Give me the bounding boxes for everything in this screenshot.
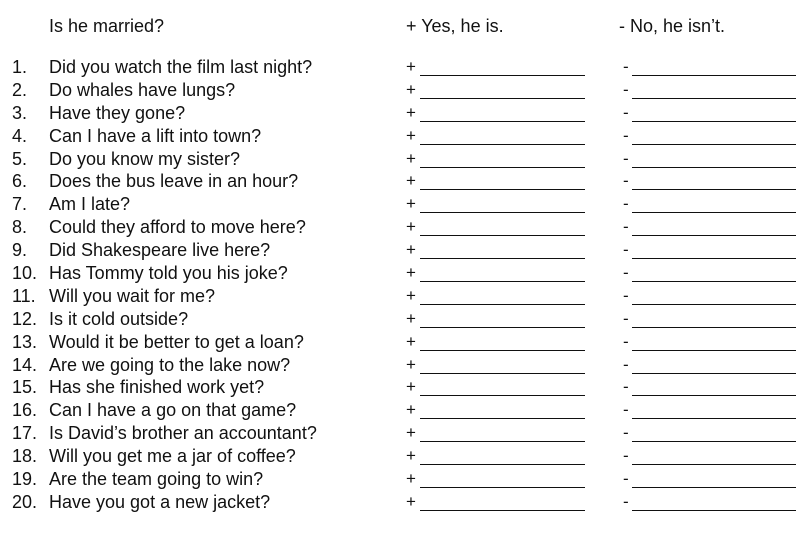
question-row [0, 354, 811, 377]
question-number: 5. [12, 148, 28, 169]
example-yes-answer: + Yes, he is. [406, 16, 504, 36]
positive-answer-mark: + [406, 57, 416, 76]
positive-answer-mark: + [406, 331, 416, 351]
question-row [0, 331, 811, 354]
positive-answer-mark: + [406, 194, 416, 214]
question-row [0, 125, 811, 148]
question-text: Do whales have lungs? [49, 79, 236, 100]
question-text: Do you know my sister? [49, 148, 241, 169]
positive-answer-blank[interactable] [420, 258, 585, 259]
positive-answer-mark: + [406, 79, 416, 99]
question-text: Is David’s brother an accountant? [49, 423, 317, 444]
negative-answer-blank[interactable] [632, 487, 796, 488]
negative-answer-mark: - [623, 148, 629, 168]
positive-answer-blank[interactable] [420, 98, 585, 99]
positive-answer-blank[interactable] [420, 441, 585, 442]
negative-answer-mark: - [623, 240, 629, 260]
negative-answer-blank[interactable] [632, 464, 796, 465]
question-row [0, 79, 811, 102]
question-row [0, 170, 811, 193]
question-number: 15. [12, 377, 38, 398]
question-row [0, 216, 811, 239]
negative-answer-blank[interactable] [632, 418, 796, 419]
question-row [0, 376, 811, 399]
question-number: 16. [12, 400, 38, 421]
negative-answer-mark: - [623, 285, 629, 305]
positive-answer-mark: + [406, 125, 416, 145]
negative-answer-mark: - [623, 354, 629, 374]
question-number: 14. [12, 354, 38, 375]
positive-answer-blank[interactable] [420, 464, 585, 465]
question-text: Am I late? [49, 194, 131, 215]
positive-answer-blank[interactable] [420, 212, 585, 213]
question-row [0, 468, 811, 491]
positive-answer-mark: + [406, 354, 416, 374]
question-number: 7. [12, 194, 28, 215]
positive-answer-mark: + [406, 102, 416, 122]
question-text: Can I have a go on that game? [49, 400, 297, 421]
negative-answer-mark: - [623, 102, 629, 122]
negative-answer-mark: - [623, 469, 629, 489]
positive-answer-blank[interactable] [420, 281, 585, 282]
negative-answer-blank[interactable] [632, 235, 796, 236]
positive-answer-blank[interactable] [420, 121, 585, 122]
question-text: Are we going to the lake now? [49, 354, 291, 375]
example-header [0, 12, 811, 40]
question-number: 17. [12, 423, 38, 444]
negative-answer-blank[interactable] [632, 441, 796, 442]
negative-answer-blank[interactable] [632, 373, 796, 374]
positive-answer-mark: + [406, 285, 416, 305]
negative-answer-blank[interactable] [632, 304, 796, 305]
question-number: 20. [12, 491, 38, 512]
question-row [0, 308, 811, 331]
negative-answer-mark: - [623, 400, 629, 420]
question-text: Have they gone? [49, 102, 186, 123]
negative-answer-blank[interactable] [632, 212, 796, 213]
positive-answer-blank[interactable] [420, 167, 585, 168]
negative-answer-mark: - [623, 331, 629, 351]
question-number: 13. [12, 331, 38, 352]
negative-answer-blank[interactable] [632, 350, 796, 351]
question-row [0, 399, 811, 422]
negative-answer-blank[interactable] [632, 75, 796, 76]
negative-answer-mark: - [623, 194, 629, 214]
positive-answer-blank[interactable] [420, 75, 585, 76]
negative-answer-mark: - [623, 377, 629, 397]
positive-answer-blank[interactable] [420, 235, 585, 236]
negative-answer-blank[interactable] [632, 510, 796, 511]
positive-answer-mark: + [406, 148, 416, 168]
question-text: Has Tommy told you his joke? [49, 263, 288, 284]
positive-answer-blank[interactable] [420, 510, 585, 511]
question-number: 19. [12, 469, 38, 490]
negative-answer-blank[interactable] [632, 98, 796, 99]
question-text: Will you wait for me? [49, 285, 216, 306]
positive-answer-mark: + [406, 240, 416, 260]
question-text: Does the bus leave in an hour? [49, 171, 299, 192]
question-text: Will you get me a jar of coffee? [49, 446, 296, 467]
positive-answer-mark: + [406, 308, 416, 328]
negative-answer-blank[interactable] [632, 189, 796, 190]
negative-answer-blank[interactable] [632, 167, 796, 168]
negative-answer-blank[interactable] [632, 281, 796, 282]
question-row [0, 239, 811, 262]
positive-answer-mark: + [406, 171, 416, 191]
negative-answer-mark: - [623, 171, 629, 191]
negative-answer-mark: - [623, 491, 629, 511]
negative-answer-blank[interactable] [632, 327, 796, 328]
example-question: Is he married? [49, 16, 165, 36]
question-number: 6. [12, 171, 28, 192]
question-row [0, 193, 811, 216]
negative-answer-blank[interactable] [632, 144, 796, 145]
positive-answer-mark: + [406, 491, 416, 511]
question-list [0, 56, 811, 514]
negative-answer-mark: - [623, 57, 629, 76]
example-no-answer: - No, he isn’t. [619, 16, 726, 36]
question-number: 11. [12, 285, 36, 306]
question-text: Are the team going to win? [49, 469, 264, 490]
question-text: Have you got a new jacket? [49, 491, 271, 512]
question-text: Did you watch the film last night? [49, 57, 313, 77]
positive-answer-mark: + [406, 377, 416, 397]
negative-answer-mark: - [623, 263, 629, 283]
negative-answer-mark: - [623, 217, 629, 237]
positive-answer-blank[interactable] [420, 327, 585, 328]
question-row [0, 422, 811, 445]
question-number: 9. [12, 240, 28, 261]
question-text: Did Shakespeare live here? [49, 240, 271, 261]
positive-answer-blank[interactable] [420, 189, 585, 190]
positive-answer-mark: + [406, 263, 416, 283]
positive-answer-blank[interactable] [420, 144, 585, 145]
question-row [0, 285, 811, 308]
question-number: 12. [12, 308, 38, 329]
negative-answer-blank[interactable] [632, 395, 796, 396]
positive-answer-blank[interactable] [420, 418, 585, 419]
question-row [0, 56, 811, 79]
positive-answer-blank[interactable] [420, 350, 585, 351]
negative-answer-mark: - [623, 308, 629, 328]
negative-answer-blank[interactable] [632, 121, 796, 122]
question-number: 18. [12, 446, 38, 467]
positive-answer-mark: + [406, 400, 416, 420]
question-number: 3. [12, 102, 28, 123]
positive-answer-blank[interactable] [420, 304, 585, 305]
negative-answer-mark: - [623, 79, 629, 99]
negative-answer-blank[interactable] [632, 258, 796, 259]
negative-answer-mark: - [623, 423, 629, 443]
positive-answer-blank[interactable] [420, 395, 585, 396]
positive-answer-mark: + [406, 217, 416, 237]
negative-answer-mark: - [623, 125, 629, 145]
question-text: Can I have a lift into town? [49, 125, 262, 146]
question-row [0, 262, 811, 285]
question-text: Would it be better to get a loan? [49, 331, 304, 352]
positive-answer-blank[interactable] [420, 373, 585, 374]
question-row [0, 491, 811, 514]
question-text: Could they afford to move here? [49, 217, 306, 238]
question-row [0, 102, 811, 125]
question-text: Has she finished work yet? [49, 377, 265, 398]
positive-answer-mark: + [406, 469, 416, 489]
positive-answer-mark: + [406, 423, 416, 443]
question-number: 4. [12, 125, 28, 146]
question-number: 8. [12, 217, 28, 238]
question-number: 1. [12, 57, 28, 77]
question-text: Is it cold outside? [49, 308, 189, 329]
question-row [0, 445, 811, 468]
question-number: 10. [12, 263, 38, 284]
negative-answer-mark: - [623, 446, 629, 466]
positive-answer-blank[interactable] [420, 487, 585, 488]
positive-answer-mark: + [406, 446, 416, 466]
question-number: 2. [12, 79, 28, 100]
question-row [0, 148, 811, 171]
